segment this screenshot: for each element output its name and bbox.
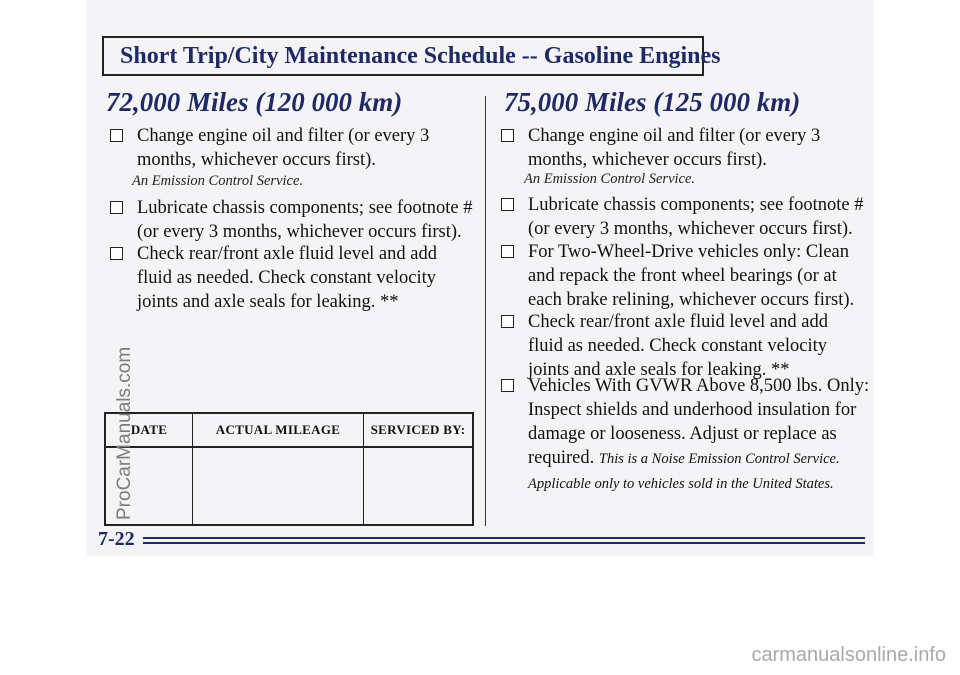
- item-text: Check rear/front axle fluid level and add fluid as needed. Check constant velocity joints and axle seals for leaking. **: [528, 312, 828, 380]
- checkbox[interactable]: [501, 315, 514, 328]
- item-text: Check rear/front axle fluid level and add fluid as needed. Check constant velocity joints and axle seals for leaking. **: [137, 244, 437, 312]
- right-section-heading: 75,000 Miles (125 000 km): [504, 87, 801, 117]
- footer-rule: [143, 542, 865, 544]
- checkbox[interactable]: [501, 379, 514, 392]
- table-header-date: DATE: [105, 413, 193, 447]
- checkbox[interactable]: [110, 201, 123, 214]
- column-divider: [485, 96, 486, 526]
- right-item-2: [501, 193, 873, 241]
- checkbox[interactable]: [110, 247, 123, 260]
- checkbox[interactable]: [501, 245, 514, 258]
- left-item-1-note: An Emission Control Service.: [132, 173, 304, 189]
- item-text: Lubricate chassis components; see footnote # (or every 3 months, whichever occurs first).: [137, 198, 473, 242]
- page-title: Short Trip/City Maintenance Schedule -- Gasoline Engines: [120, 43, 721, 69]
- item-text: Lubricate chassis components; see footnote # (or every 3 months, whichever occurs first).: [528, 195, 864, 239]
- footer-rule: [143, 537, 865, 539]
- item-text: [501, 374, 873, 496]
- right-item-3: [501, 240, 873, 312]
- left-item-1: [110, 124, 460, 172]
- item-note: This is a Noise Emission Control Service. Applicable only to vehicles sold in the United States.: [528, 451, 840, 492]
- item-text: Change engine oil and filter (or every 3 months, whichever occurs first).: [528, 126, 821, 170]
- service-record-table: [104, 412, 474, 526]
- checkbox[interactable]: [501, 198, 514, 211]
- left-item-3: [110, 242, 460, 314]
- right-item-5: [501, 374, 873, 496]
- right-item-1: [501, 124, 851, 172]
- item-text: For Two-Wheel-Drive vehicles only: Clean and repack the front wheel bearings (or at each brake relining, whichever occurs first).: [528, 242, 855, 310]
- serviced-by-cell[interactable]: [364, 447, 474, 525]
- checkbox[interactable]: [110, 129, 123, 142]
- left-item-2: [110, 196, 480, 244]
- mileage-cell[interactable]: [193, 447, 364, 525]
- right-item-1-note: An Emission Control Service.: [524, 171, 696, 187]
- item-text: Change engine oil and filter (or every 3 months, whichever occurs first).: [137, 126, 430, 170]
- table-header-mileage: ACTUAL MILEAGE: [193, 413, 364, 447]
- item-text-main: Vehicles With GVWR Above 8,500 lbs. Only: Inspect shields and underhood insulation for damage or looseness. Adjust or replace as required.: [528, 376, 870, 468]
- watermark: ProCarManuals.com: [114, 346, 135, 520]
- table-header-serviced-by: SERVICED BY:: [364, 413, 474, 447]
- checkbox[interactable]: [501, 129, 514, 142]
- page-number: 7-22: [98, 528, 135, 550]
- left-section-heading: 72,000 Miles (120 000 km): [106, 87, 403, 117]
- right-item-4: [501, 310, 857, 382]
- site-footer-logo[interactable]: carmanualsonline.info: [751, 644, 946, 666]
